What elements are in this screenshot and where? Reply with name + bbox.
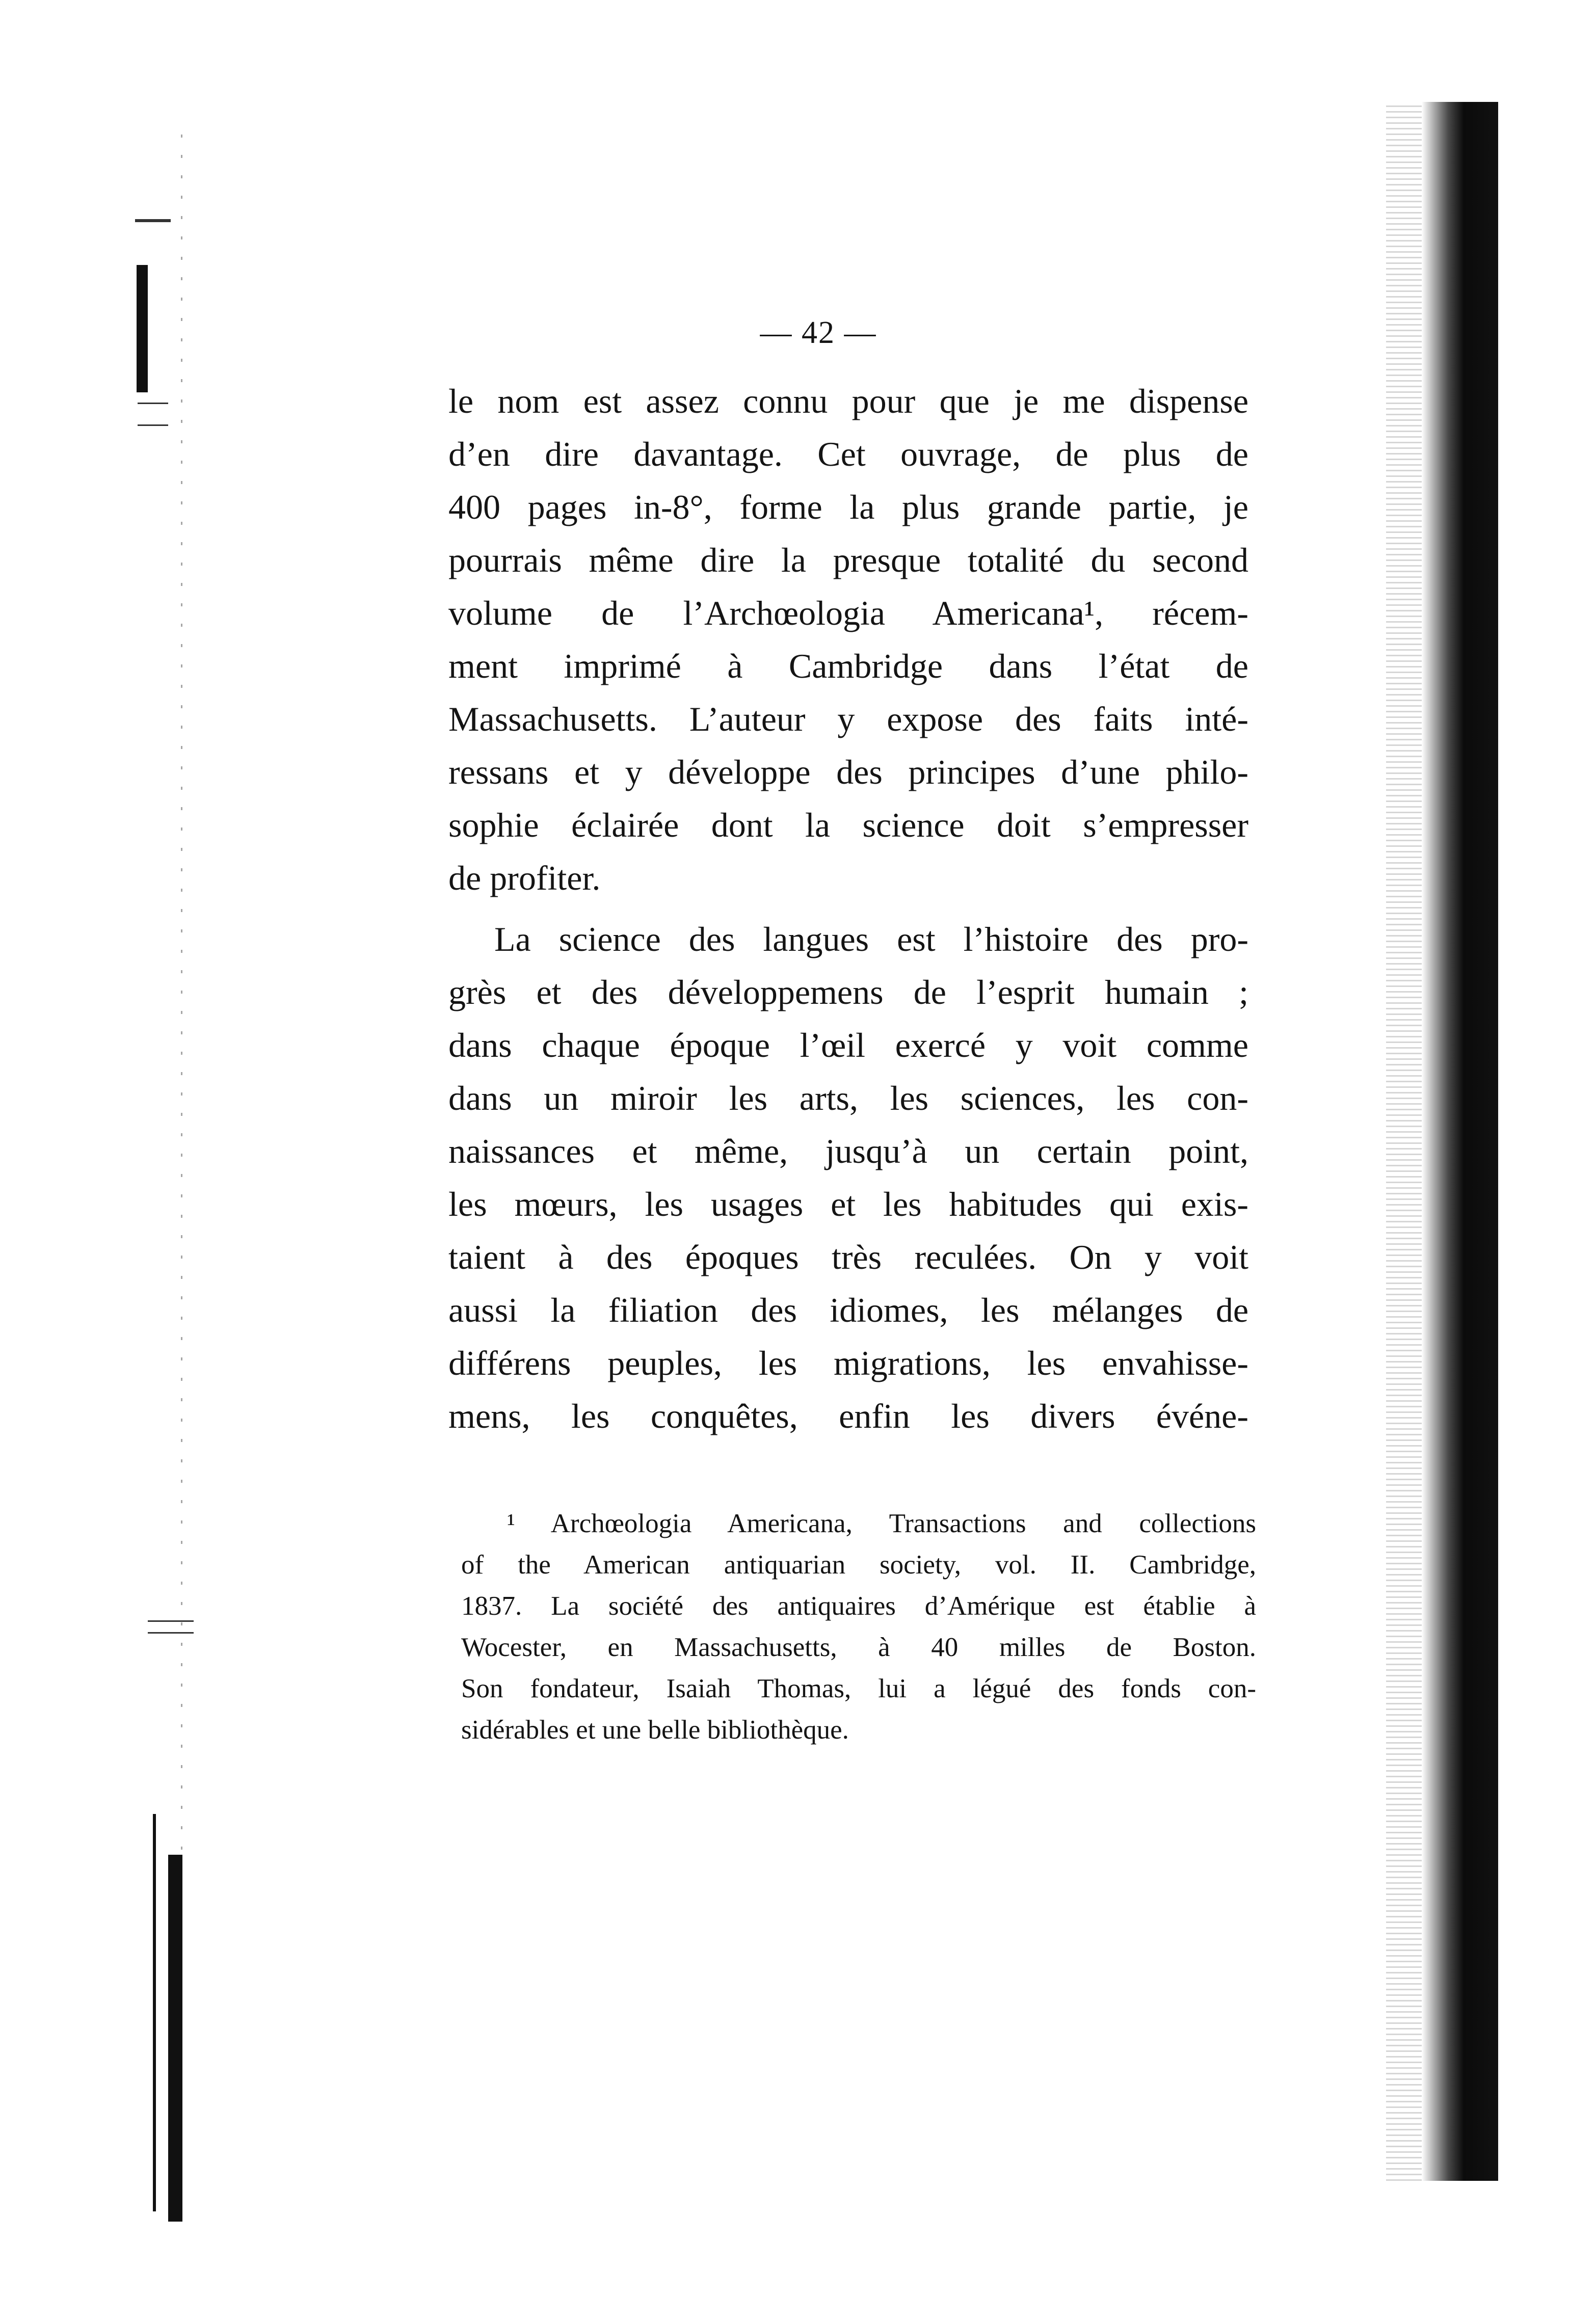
footnote-line: 1837. La société des antiquaires d’Amérique est établie à (461, 1591, 1256, 1621)
text-line: pourrais même dire la presque totalité du second (448, 541, 1248, 579)
main-text (448, 375, 1248, 1443)
text-line: mens, les conquêtes, enfin les divers événe- (448, 1397, 1248, 1435)
scan-rule (135, 219, 171, 222)
footnote-line: ¹ Archœologia Americana, Transactions and collections (507, 1509, 1256, 1538)
text-line: de profiter. (448, 859, 601, 897)
text-line: 400 pages in-8°, forme la plus grande partie, je (448, 488, 1248, 526)
text-line: ment imprimé à Cambridge dans l’état de (448, 647, 1248, 685)
text-line: les mœurs, les usages et les habitudes qui exis- (448, 1185, 1248, 1223)
text-line: volume de l’Archœologia Americana¹, récem- (448, 594, 1248, 632)
text-line: La science des langues est l’histoire des pro- (494, 920, 1248, 958)
text-line: sophie éclairée dont la science doit s’empresser (448, 806, 1248, 844)
scan-mark (168, 1855, 182, 2222)
scan-rule (138, 403, 168, 426)
text-line: aussi la filiation des idiomes, les mélanges de (448, 1291, 1248, 1329)
text-line: taient à des époques très reculées. On y voit (448, 1238, 1248, 1276)
paragraph-2 (448, 913, 1248, 1443)
text-line: naissances et même, jusqu’à un certain point, (448, 1132, 1248, 1170)
text-line: dans chaque époque l’œil exercé y voit comme (448, 1026, 1248, 1064)
text-line: Massachusetts. L’auteur y expose des faits inté- (448, 700, 1248, 738)
paragraph-1 (448, 375, 1248, 904)
footnote-line: sidérables et une belle bibliothèque. (461, 1715, 849, 1745)
text-line: grès et des développemens de l’esprit humain ; (448, 973, 1248, 1011)
scan-mark (153, 1814, 156, 2211)
footnote-line: Wocester, en Massachusetts, à 40 milles de Boston. (461, 1633, 1256, 1662)
footnote-line: of the American antiquarian society, vol. II. Cambridge, (461, 1550, 1256, 1580)
text-line: d’en dire davantage. Cet ouvrage, de plus de (448, 435, 1248, 473)
footnote (461, 1503, 1256, 1751)
footnote-line: Son fondateur, Isaiah Thomas, lui a légué des fonds con- (461, 1674, 1256, 1703)
text-line: différens peuples, les migrations, les envahisse- (448, 1344, 1248, 1382)
text-line: dans un miroir les arts, les sciences, les con- (448, 1079, 1248, 1117)
scan-shadow-right (1422, 102, 1498, 2181)
text-line: ressans et y développe des principes d’une philo- (448, 753, 1248, 791)
page-number: — 42 — (760, 315, 877, 350)
text-line: le nom est assez connu pour que je me dispense (448, 382, 1248, 420)
scan-rule (148, 1620, 194, 1634)
